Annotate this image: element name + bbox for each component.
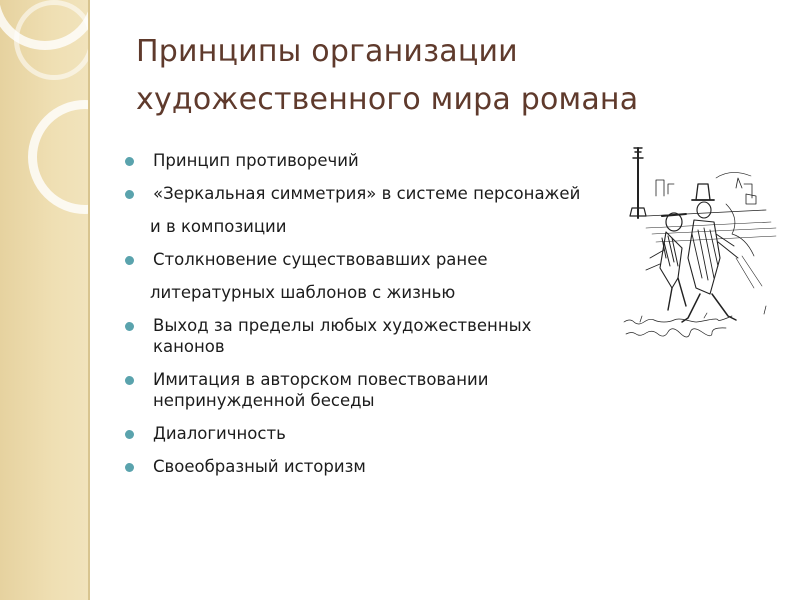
list-item	[124, 315, 624, 336]
title-line: художественного мира романа	[136, 82, 639, 117]
list-item-text: Имитация в авторском повествовании	[153, 370, 489, 389]
list-item	[124, 249, 624, 270]
bullet-icon	[125, 430, 134, 439]
list-item	[124, 150, 624, 171]
list-item-continuation	[124, 282, 624, 303]
list-item-text: Выход за пределы любых художественных	[153, 316, 532, 335]
list-item	[124, 456, 624, 477]
list-item-text: Столкновение существовавших ранее	[153, 250, 488, 269]
sidebar-divider	[88, 0, 90, 600]
list-item	[124, 183, 624, 204]
bullet-icon	[125, 190, 134, 199]
bullet-icon	[125, 256, 134, 265]
list-item	[124, 423, 624, 444]
list-item	[124, 369, 624, 390]
list-item-text: литературных шаблонов с жизнью	[150, 283, 456, 302]
list-item-text: «Зеркальная симметрия» в системе персонажей	[153, 184, 581, 203]
title-line: Принципы организации	[136, 34, 518, 69]
list-item-text: Диалогичность	[153, 424, 286, 443]
list-item-text: непринужденной беседы	[153, 391, 375, 410]
bullet-icon	[125, 463, 134, 472]
bullet-list	[124, 150, 624, 477]
list-item-continuation	[124, 336, 624, 357]
list-item-continuation	[124, 390, 624, 411]
list-item-text: Принцип противоречий	[153, 151, 359, 170]
list-item-text: Своеобразный историзм	[153, 457, 366, 476]
decorative-ring	[14, 0, 88, 80]
pen-sketch-illustration	[616, 138, 784, 350]
bullet-icon	[125, 376, 134, 385]
bullet-icon	[125, 157, 134, 166]
decorative-ring	[28, 100, 88, 214]
list-item-text: и в композиции	[150, 217, 287, 236]
list-item-continuation	[124, 216, 624, 237]
list-item-text: канонов	[153, 337, 225, 356]
bullet-icon	[125, 322, 134, 331]
slide-title	[136, 28, 756, 124]
decorative-sidebar	[0, 0, 88, 600]
